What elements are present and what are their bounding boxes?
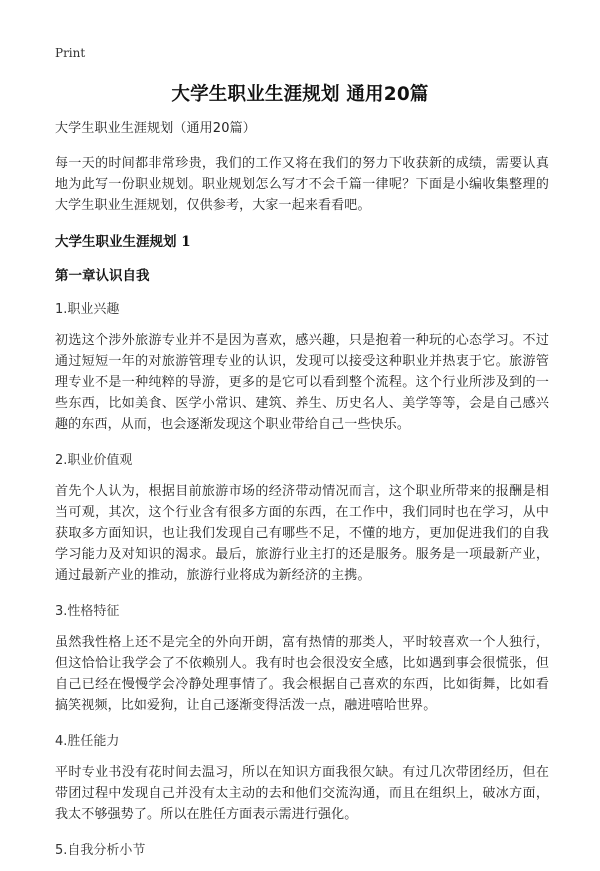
article-heading: 大学生职业生涯规划 1 [55, 234, 191, 250]
section-body-values: 首先个人认为，根据目前旅游市场的经济带动情况而言，这个职业所带来的报酬是相当可观，其次，这个行业含有很多方面的东西，在工作中，我们同时也在学习，从中获取多方面知识，也让我们发现自己有哪些不足，不懂的地方，更加促进我们的自我学习能力及对知识的渴求。最后，旅游行业主打的还是服务。服务是一项最新产业，通过最新产业的推动，旅游行业将成为新经济的主携。 [55, 484, 549, 583]
document-content [55, 118, 549, 871]
document-title: 大学生职业生涯规划 通用20篇 [171, 84, 429, 105]
section-heading-summary: 5.自我分析小节 [55, 843, 146, 858]
section-heading-personality: 3.性格特征 [55, 604, 120, 619]
intro-paragraph: 每一天的时间都非常珍贵，我们的工作又将在我们的努力下收获新的成绩，需要认真地为此写一份职业规划。职业规划怎么写才不会千篇一律呢？下面是小编收集整理的大学生职业生涯规划，仅供参考，大家一起来看看吧。 [55, 156, 549, 213]
section-body-interest: 初选这个涉外旅游专业并不是因为喜欢，感兴趣，只是抱着一种玩的心态学习。不过通过短短一年的对旅游管理专业的认识，发现可以接受这种职业并热衷于它。旅游管理专业不是一种纯粹的导游，更多的是它可以看到整个流程。这个行业所涉及到的一些东西，比如美食、医学小常识、建筑、养生、历史名人、美学等等，会是自己感兴趣的东西，从而，也会逐渐发现这个职业带给自己一些快乐。 [55, 333, 549, 432]
document-subtitle: 大学生职业生涯规划（通用20篇） [55, 121, 256, 136]
section-body-personality: 虽然我性格上还不是完全的外向开朗，富有热情的那类人，平时较喜欢一个人独行，但这恰恰让我学会了不依赖别人。我有时也会很没安全感，比如遇到事会很慌张，但自己已经在慢慢学会冷静处理事情了。我会根据自己喜欢的东西，比如街舞，比如看搞笑视频，比如爱狗，让自己逐渐变得活泼一点，融进嘻哈世界。 [55, 635, 549, 713]
section-body-competence: 平时专业书没有花时间去温习，所以在知识方面我很欠缺。有过几次带团经历，但在带团过程中发现自己并没有太主动的去和他们交流沟通，而且在组织上，破冰方面，我太不够强势了。所以在胜任方面表示需进行强化。 [55, 765, 549, 822]
section-heading-interest: 1.职业兴趣 [55, 302, 120, 317]
chapter-heading: 第一章认识自我 [55, 268, 150, 284]
print-link[interactable]: Print [55, 46, 86, 60]
section-heading-values: 2.职业价值观 [55, 453, 133, 468]
section-heading-competence: 4.胜任能力 [55, 734, 120, 749]
